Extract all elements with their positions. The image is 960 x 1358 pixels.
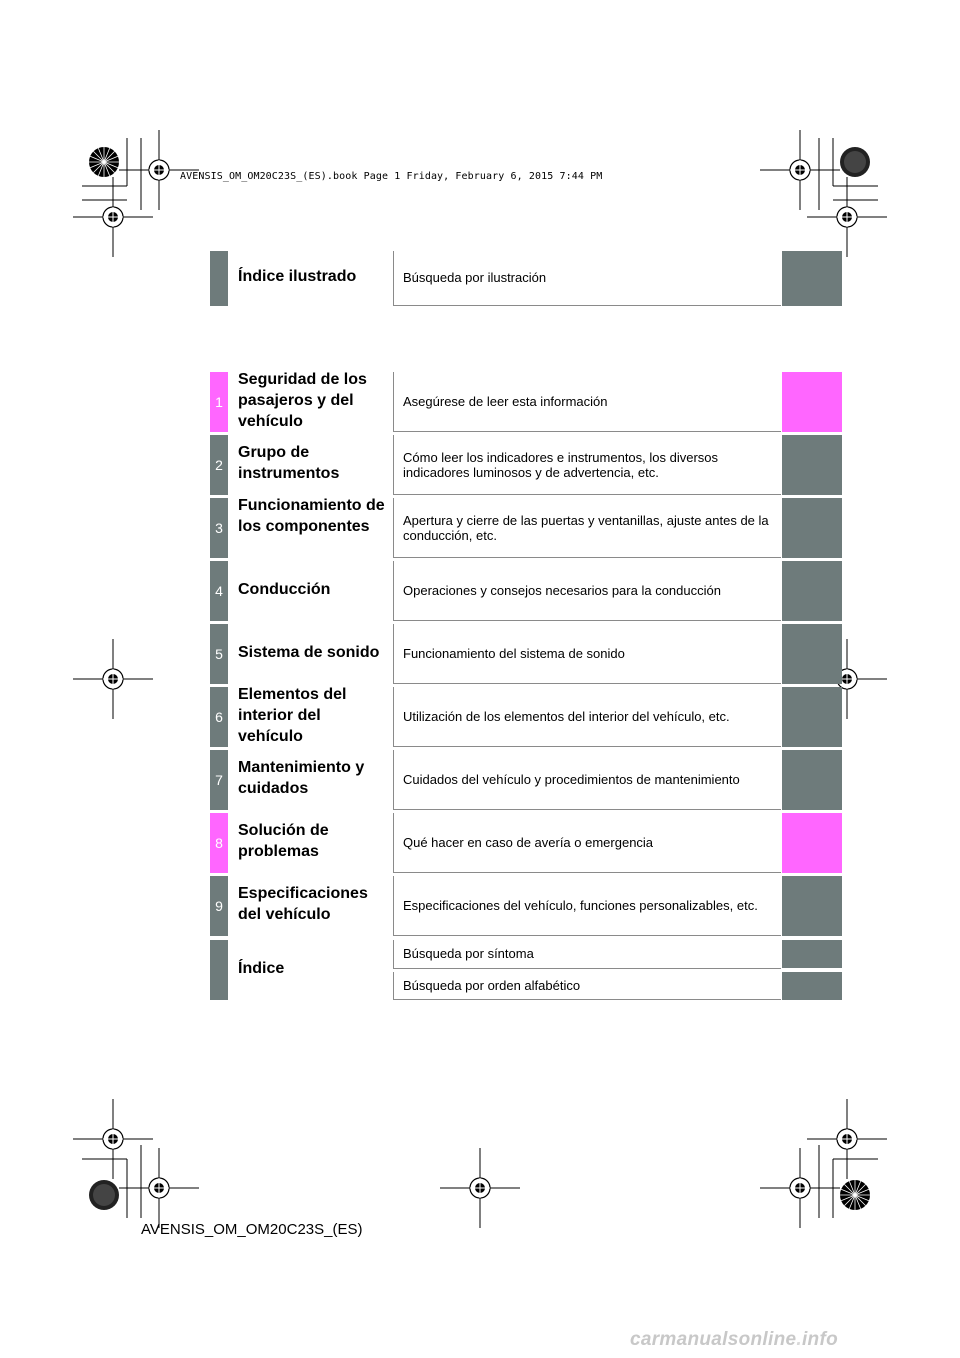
- chapter-row-4[interactable]: [210, 561, 842, 621]
- index-row: [210, 940, 842, 1000]
- crosshair-icon: [73, 639, 153, 719]
- chapter-description-cell: [393, 624, 781, 684]
- chapter-title: Solución de problemas: [238, 822, 329, 860]
- chapter-row-3[interactable]: [210, 498, 842, 558]
- chapter-tab[interactable]: [782, 624, 842, 684]
- star-target-icon: [840, 1180, 870, 1210]
- chapter-number: 6: [210, 687, 228, 747]
- alpha-tab[interactable]: [782, 972, 842, 1000]
- chapter-number: 5: [210, 624, 228, 684]
- search-symptom-cell[interactable]: [393, 940, 781, 969]
- chapter-description-cell: [393, 687, 781, 747]
- chapter-title: Conducción: [238, 581, 331, 598]
- chapter-description: Cuidados del vehículo y procedimientos de mantenimiento: [403, 772, 740, 787]
- chapter-description: Qué hacer en caso de avería o emergencia: [403, 835, 654, 850]
- chapter-marker: [210, 940, 228, 1000]
- search-alpha-link[interactable]: Búsqueda por orden alfabético: [403, 978, 581, 993]
- watermark-right: info: [801, 1329, 838, 1350]
- chapter-title: Sistema de sonido: [238, 644, 380, 661]
- chapter-description-cell: [393, 372, 781, 432]
- chapter-title: Especificaciones del vehículo: [238, 885, 368, 923]
- chapter-title: Seguridad de los pasajeros y del vehículo: [238, 371, 367, 430]
- chapter-description: Apertura y cierre de las puertas y ventanillas, ajuste antes de la conducción, etc.: [403, 513, 769, 543]
- crosshair-icon: [760, 1148, 840, 1228]
- chapter-description-cell: [393, 498, 781, 558]
- row-description-cell: [393, 251, 781, 306]
- chapter-number: 9: [210, 876, 228, 936]
- chapter-tab[interactable]: [782, 372, 842, 432]
- index-illustrated-row[interactable]: [210, 251, 842, 306]
- chapter-tab[interactable]: [782, 813, 842, 873]
- watermark-dot: .: [796, 1329, 802, 1350]
- chapter-description-cell: [393, 876, 781, 936]
- crosshair-icon: [440, 1148, 520, 1228]
- chapter-number: 3: [210, 498, 228, 558]
- chapter-row-8[interactable]: [210, 813, 842, 873]
- index-title: Índice: [238, 960, 285, 977]
- row-description: Búsqueda por ilustración: [403, 270, 547, 285]
- chapter-row-9[interactable]: [210, 876, 842, 936]
- chapter-tab[interactable]: [782, 750, 842, 810]
- chapter-title: Grupo de instrumentos: [238, 444, 340, 482]
- chapter-description: Asegúrese de leer esta información: [403, 394, 608, 409]
- crosshair-icon: [760, 130, 840, 210]
- chapter-tab[interactable]: [782, 687, 842, 747]
- chapter-number: 8: [210, 813, 228, 873]
- search-symptom-link[interactable]: Búsqueda por síntoma: [403, 946, 534, 961]
- book-info-line: AVENSIS_OM_OM20C23S_(ES).book Page 1 Friday, February 6, 2015 7:44 PM: [180, 171, 603, 182]
- chapter-description: Utilización de los elementos del interior del vehículo, etc.: [403, 709, 730, 724]
- chapter-row-2[interactable]: [210, 435, 842, 495]
- chapter-description: Cómo leer los indicadores e instrumentos, los diversos indicadores luminosos y de advertencia, etc.: [403, 450, 719, 480]
- symptom-tab[interactable]: [782, 940, 842, 968]
- row-title: Índice ilustrado: [238, 268, 357, 285]
- star-target-icon: [89, 147, 119, 177]
- chapter-title: Mantenimiento y cuidados: [238, 759, 365, 797]
- chapter-number: 2: [210, 435, 228, 495]
- chapter-row-7[interactable]: [210, 750, 842, 810]
- crosshair-icon: [119, 1148, 199, 1228]
- chapter-number: 1: [210, 372, 228, 432]
- chapter-row-5[interactable]: [210, 624, 842, 684]
- chapter-marker: [210, 251, 228, 306]
- chapter-tab[interactable]: [782, 435, 842, 495]
- chapter-description-cell: [393, 561, 781, 621]
- chapter-tab[interactable]: [782, 561, 842, 621]
- chapter-number: 7: [210, 750, 228, 810]
- chapter-row-6[interactable]: [210, 687, 842, 747]
- chapter-description-cell: [393, 813, 781, 873]
- chapter-description: Especificaciones del vehículo, funciones personalizables, etc.: [403, 898, 758, 913]
- chapter-tab[interactable]: [782, 498, 842, 558]
- manual-code-footer: AVENSIS_OM_OM20C23S_(ES): [141, 1221, 363, 1238]
- chapter-description: Operaciones y consejos necesarios para la conducción: [403, 583, 721, 598]
- chapter-description: Funcionamiento del sistema de sonido: [403, 646, 625, 661]
- watermark-left: carmanualsonline: [630, 1329, 797, 1350]
- crosshair-icon: [119, 130, 199, 210]
- watermark: [630, 1329, 838, 1351]
- chapter-number: 4: [210, 561, 228, 621]
- chapter-title: Elementos del interior del vehículo: [238, 686, 347, 745]
- chapter-description-cell: [393, 435, 781, 495]
- section-tab[interactable]: [782, 251, 842, 306]
- chapter-tab[interactable]: [782, 876, 842, 936]
- search-alpha-cell[interactable]: [393, 972, 781, 1000]
- chapter-row-1[interactable]: [210, 372, 842, 432]
- chapter-title: Funcionamiento de los componentes: [238, 497, 385, 535]
- chapter-description-cell: [393, 750, 781, 810]
